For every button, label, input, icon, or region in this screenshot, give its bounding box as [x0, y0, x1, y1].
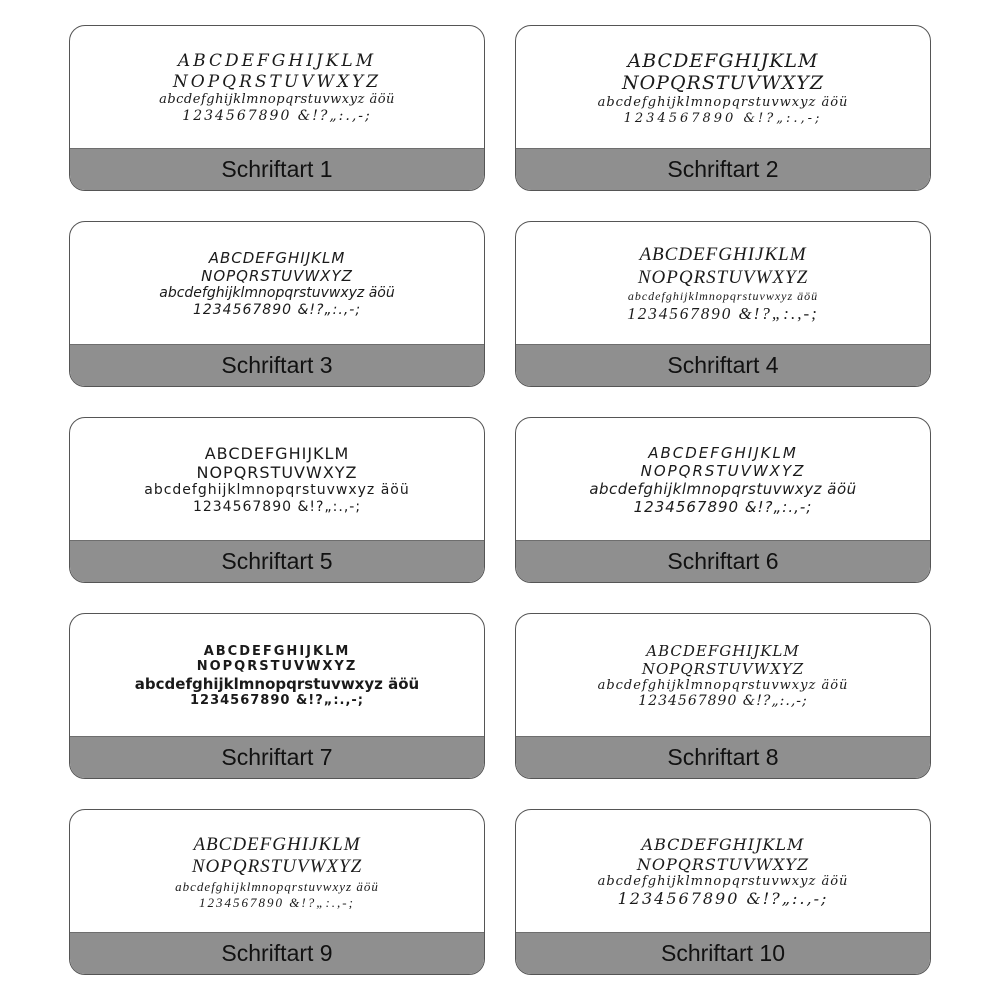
sample-lowercase: abcdefghijklmnopqrstuvwxyz äöü — [159, 92, 395, 108]
sample-uppercase-1: ABCDEFGHIJKLM — [646, 641, 800, 660]
sample-uppercase-1: ABCDEFGHIJKLM — [641, 835, 805, 855]
sample-digits: 1234567890 &!?„:.,-; — [182, 107, 372, 124]
font-sample — [70, 810, 484, 934]
sample-lowercase: abcdefghijklmnopqrstuvwxyz äöü — [159, 285, 395, 302]
sample-uppercase-1: ABCDEFGHIJKLM — [203, 643, 351, 659]
font-label: Schriftart 4 — [516, 344, 930, 386]
font-sample — [70, 614, 484, 738]
sample-lowercase: abcdefghijklmnopqrstuvwxyz äöü — [175, 879, 379, 895]
sample-uppercase-1: ABCDEFGHIJKLM — [177, 51, 377, 72]
font-card-6[interactable] — [515, 417, 931, 583]
sample-digits: 1234567890 &!?„:.,-; — [189, 692, 364, 708]
sample-digits: 1234567890 &!?„:.,-; — [627, 303, 819, 323]
font-sample — [516, 810, 930, 934]
sample-lowercase: abcdefghijklmnopqrstuvwxyz äöü — [597, 95, 849, 111]
font-label: Schriftart 2 — [516, 148, 930, 190]
sample-uppercase-1: ABCDEFGHIJKLM — [648, 444, 798, 462]
sample-lowercase: abcdefghijklmnopqrstuvwxyz äöü — [597, 677, 849, 693]
sample-lowercase: abcdefghijklmnopqrstuvwxyz äöü — [627, 289, 819, 304]
sample-digits: 1234567890 &!?„:.,-; — [623, 110, 823, 126]
font-sample — [70, 418, 484, 542]
font-label: Schriftart 9 — [70, 932, 484, 974]
font-sample — [516, 26, 930, 150]
font-card-10[interactable] — [515, 809, 931, 975]
sample-digits: 1234567890 &!?„:.,-; — [638, 693, 808, 710]
sample-uppercase-2: NOPQRSTUVWXYZ — [641, 659, 805, 678]
font-label: Schriftart 6 — [516, 540, 930, 582]
sample-lowercase: abcdefghijklmnopqrstuvwxyz äöü — [597, 873, 849, 889]
font-label: Schriftart 3 — [70, 344, 484, 386]
font-sample — [516, 222, 930, 346]
font-sample — [516, 418, 930, 542]
font-sample — [70, 26, 484, 150]
sample-digits: 1234567890 &!?„:.,-; — [633, 498, 813, 516]
sample-uppercase-2: NOPQRSTUVWXYZ — [172, 71, 382, 92]
font-card-2[interactable] — [515, 25, 931, 191]
sample-uppercase-1: ABCDEFGHIJKLM — [639, 243, 807, 265]
sample-lowercase: abcdefghijklmnopqrstuvwxyz äöü — [589, 480, 857, 498]
sample-digits: 1234567890 &!?„:.,-; — [199, 894, 355, 910]
font-card-4[interactable] — [515, 221, 931, 387]
font-card-5[interactable] — [69, 417, 485, 583]
font-sample — [70, 222, 484, 346]
sample-lowercase: abcdefghijklmnopqrstuvwxyz äöü — [134, 674, 420, 693]
sample-digits: 1234567890 &!?„:.,-; — [192, 499, 362, 516]
sample-digits: 1234567890 &!?„:.,-; — [617, 889, 829, 909]
sample-uppercase-2: NOPQRSTUVWXYZ — [201, 267, 353, 286]
sample-uppercase-1: ABCDEFGHIJKLM — [204, 444, 350, 464]
font-card-8[interactable] — [515, 613, 931, 779]
font-card-3[interactable] — [69, 221, 485, 387]
font-label: Schriftart 5 — [70, 540, 484, 582]
sample-uppercase-2: NOPQRSTUVWXYZ — [191, 856, 363, 878]
font-label: Schriftart 8 — [516, 736, 930, 778]
font-card-1[interactable] — [69, 25, 485, 191]
font-sample — [516, 614, 930, 738]
font-label: Schriftart 7 — [70, 736, 484, 778]
sample-uppercase-2: NOPQRSTUVWXYZ — [636, 854, 810, 874]
sample-uppercase-1: ABCDEFGHIJKLM — [627, 49, 819, 72]
sample-uppercase-2: NOPQRSTUVWXYZ — [621, 72, 825, 95]
sample-uppercase-2: NOPQRSTUVWXYZ — [196, 463, 358, 483]
font-card-7[interactable] — [69, 613, 485, 779]
sample-uppercase-2: NOPQRSTUVWXYZ — [640, 462, 806, 480]
sample-uppercase-1: ABCDEFGHIJKLM — [208, 249, 346, 268]
sample-uppercase-1: ABCDEFGHIJKLM — [193, 833, 361, 855]
font-label: Schriftart 10 — [516, 932, 930, 974]
font-label: Schriftart 1 — [70, 148, 484, 190]
sample-digits: 1234567890 &!?„:.,-; — [192, 302, 362, 318]
sample-lowercase: abcdefghijklmnopqrstuvwxyz äöü — [144, 482, 410, 499]
font-card-9[interactable] — [69, 809, 485, 975]
sample-uppercase-2: NOPQRSTUVWXYZ — [196, 659, 358, 675]
sample-uppercase-2: NOPQRSTUVWXYZ — [637, 266, 809, 288]
